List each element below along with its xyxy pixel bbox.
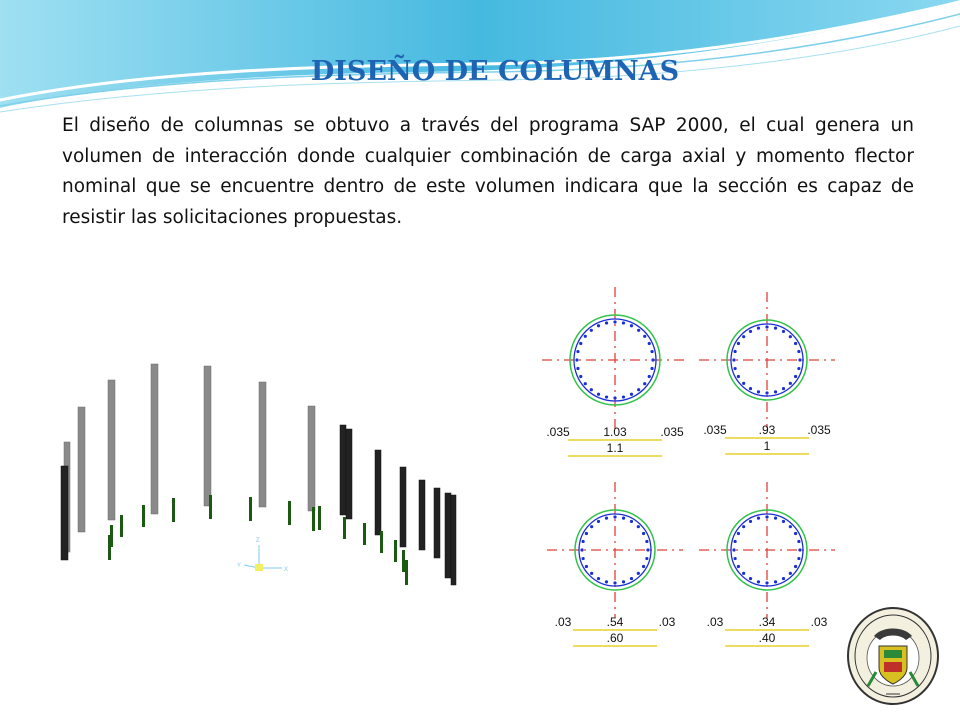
rebar bbox=[742, 572, 745, 575]
rebar bbox=[579, 342, 582, 345]
gray-columns bbox=[64, 364, 315, 552]
rebar bbox=[794, 532, 797, 535]
rebar bbox=[749, 577, 752, 580]
rebar bbox=[637, 572, 640, 575]
rebar bbox=[742, 525, 745, 528]
rebar bbox=[622, 517, 625, 520]
rebar bbox=[613, 581, 616, 584]
rebar bbox=[757, 517, 760, 520]
column-section bbox=[699, 482, 835, 646]
total-dimension-label: .40 bbox=[758, 631, 776, 645]
rebar bbox=[582, 557, 585, 560]
cover-left-label: .03 bbox=[706, 615, 724, 629]
rebar bbox=[642, 532, 645, 535]
column-sections-drawing bbox=[535, 285, 835, 655]
rebar bbox=[622, 321, 625, 324]
core-dimension-label: .54 bbox=[606, 615, 624, 629]
rebar bbox=[613, 515, 616, 518]
core-dimension-label: .34 bbox=[758, 615, 776, 629]
rebar bbox=[580, 548, 583, 551]
rebar bbox=[637, 329, 640, 332]
rebar bbox=[757, 327, 760, 330]
rebar bbox=[732, 548, 735, 551]
rebar bbox=[774, 580, 777, 583]
rebar bbox=[734, 557, 737, 560]
rebar bbox=[774, 517, 777, 520]
rebar bbox=[734, 540, 737, 543]
column-section bbox=[542, 287, 688, 456]
rebar bbox=[797, 367, 800, 370]
rebar bbox=[734, 350, 737, 353]
rebar bbox=[749, 330, 752, 333]
rebar bbox=[765, 391, 768, 394]
rebar bbox=[582, 540, 585, 543]
cover-right-label: .03 bbox=[810, 615, 828, 629]
rebar bbox=[742, 335, 745, 338]
rebar bbox=[590, 388, 593, 391]
rebar bbox=[630, 393, 633, 396]
rebar bbox=[605, 395, 608, 398]
rebar bbox=[757, 390, 760, 393]
rebar bbox=[734, 367, 737, 370]
total-dimension-label: 1 bbox=[763, 439, 771, 453]
rebar bbox=[605, 580, 608, 583]
rebar bbox=[590, 525, 593, 528]
rebar bbox=[794, 565, 797, 568]
rebar bbox=[782, 577, 785, 580]
rebar bbox=[637, 388, 640, 391]
rebar bbox=[798, 358, 801, 361]
rebar bbox=[613, 320, 616, 323]
rebar bbox=[613, 396, 616, 399]
rebar bbox=[797, 557, 800, 560]
rebar bbox=[597, 324, 600, 327]
rebar bbox=[630, 324, 633, 327]
rebar bbox=[650, 350, 653, 353]
rebar bbox=[630, 520, 633, 523]
rebar bbox=[737, 565, 740, 568]
rebar bbox=[642, 565, 645, 568]
column-section bbox=[699, 292, 835, 454]
sap2000-column-model bbox=[50, 355, 470, 595]
rebar bbox=[737, 375, 740, 378]
rebar bbox=[737, 532, 740, 535]
rebar bbox=[605, 517, 608, 520]
rebar bbox=[590, 572, 593, 575]
rebar bbox=[605, 321, 608, 324]
rebar bbox=[774, 390, 777, 393]
rebar bbox=[737, 342, 740, 345]
rebar bbox=[789, 335, 792, 338]
rebar bbox=[645, 540, 648, 543]
rebar bbox=[798, 548, 801, 551]
rebar bbox=[579, 375, 582, 378]
rebar bbox=[575, 358, 578, 361]
rebar bbox=[643, 382, 646, 385]
cover-left-label: .03 bbox=[554, 615, 572, 629]
rebar bbox=[797, 540, 800, 543]
core-dimension-label: 1.03 bbox=[603, 425, 627, 439]
rebar bbox=[749, 520, 752, 523]
rebar bbox=[757, 580, 760, 583]
rebar bbox=[584, 335, 587, 338]
rebar bbox=[648, 342, 651, 345]
rebar bbox=[585, 532, 588, 535]
rebar bbox=[622, 580, 625, 583]
rebar bbox=[646, 548, 649, 551]
rebar bbox=[789, 572, 792, 575]
body-paragraph: El diseño de columnas se obtuvo a través del programa SAP 2000, el cual genera un volumen de interacción donde cualquier combinación de carga axial y momento flector nominal que se encuentre dentro de este volumen indicara que la sección es capaz de resistir las solicitaciones propuestas. bbox=[62, 115, 914, 228]
core-dimension-label: .93 bbox=[758, 423, 776, 437]
rebar bbox=[789, 525, 792, 528]
cover-left-label: .035 bbox=[546, 425, 570, 439]
origin-marker bbox=[255, 564, 263, 571]
rebar bbox=[648, 375, 651, 378]
rebar bbox=[643, 335, 646, 338]
column-section bbox=[547, 482, 683, 646]
rebar bbox=[650, 367, 653, 370]
rebar bbox=[774, 327, 777, 330]
rebar bbox=[590, 329, 593, 332]
rebar bbox=[765, 325, 768, 328]
rebar bbox=[794, 342, 797, 345]
rebar bbox=[597, 393, 600, 396]
rebar bbox=[637, 525, 640, 528]
rebar bbox=[651, 358, 654, 361]
cover-right-label: .035 bbox=[660, 425, 684, 439]
axis-y-label: Y bbox=[237, 563, 242, 569]
rebar bbox=[789, 382, 792, 385]
rebar bbox=[584, 382, 587, 385]
axis-x-label: X bbox=[284, 567, 289, 573]
rebar bbox=[749, 387, 752, 390]
rebar bbox=[585, 565, 588, 568]
rebar bbox=[797, 350, 800, 353]
rebar bbox=[597, 577, 600, 580]
slide-title: DISEÑO DE COLUMNAS bbox=[310, 56, 680, 87]
rebar bbox=[782, 330, 785, 333]
rebar bbox=[597, 520, 600, 523]
rebar bbox=[765, 515, 768, 518]
institution-seal-logo bbox=[846, 606, 940, 706]
rebar bbox=[576, 367, 579, 370]
rebar bbox=[742, 382, 745, 385]
rebar bbox=[622, 395, 625, 398]
cover-right-label: .03 bbox=[658, 615, 676, 629]
rebar bbox=[732, 358, 735, 361]
rebar bbox=[782, 520, 785, 523]
cover-left-label: .035 bbox=[703, 423, 727, 437]
cover-right-label: .035 bbox=[807, 423, 831, 437]
total-dimension-label: 1.1 bbox=[606, 441, 624, 455]
rebar bbox=[794, 375, 797, 378]
total-dimension-label: .60 bbox=[606, 631, 624, 645]
rebar bbox=[630, 577, 633, 580]
rebar bbox=[782, 387, 785, 390]
rebar bbox=[576, 350, 579, 353]
rebar bbox=[765, 581, 768, 584]
rebar bbox=[645, 557, 648, 560]
axis-z-label: Z bbox=[256, 538, 260, 544]
